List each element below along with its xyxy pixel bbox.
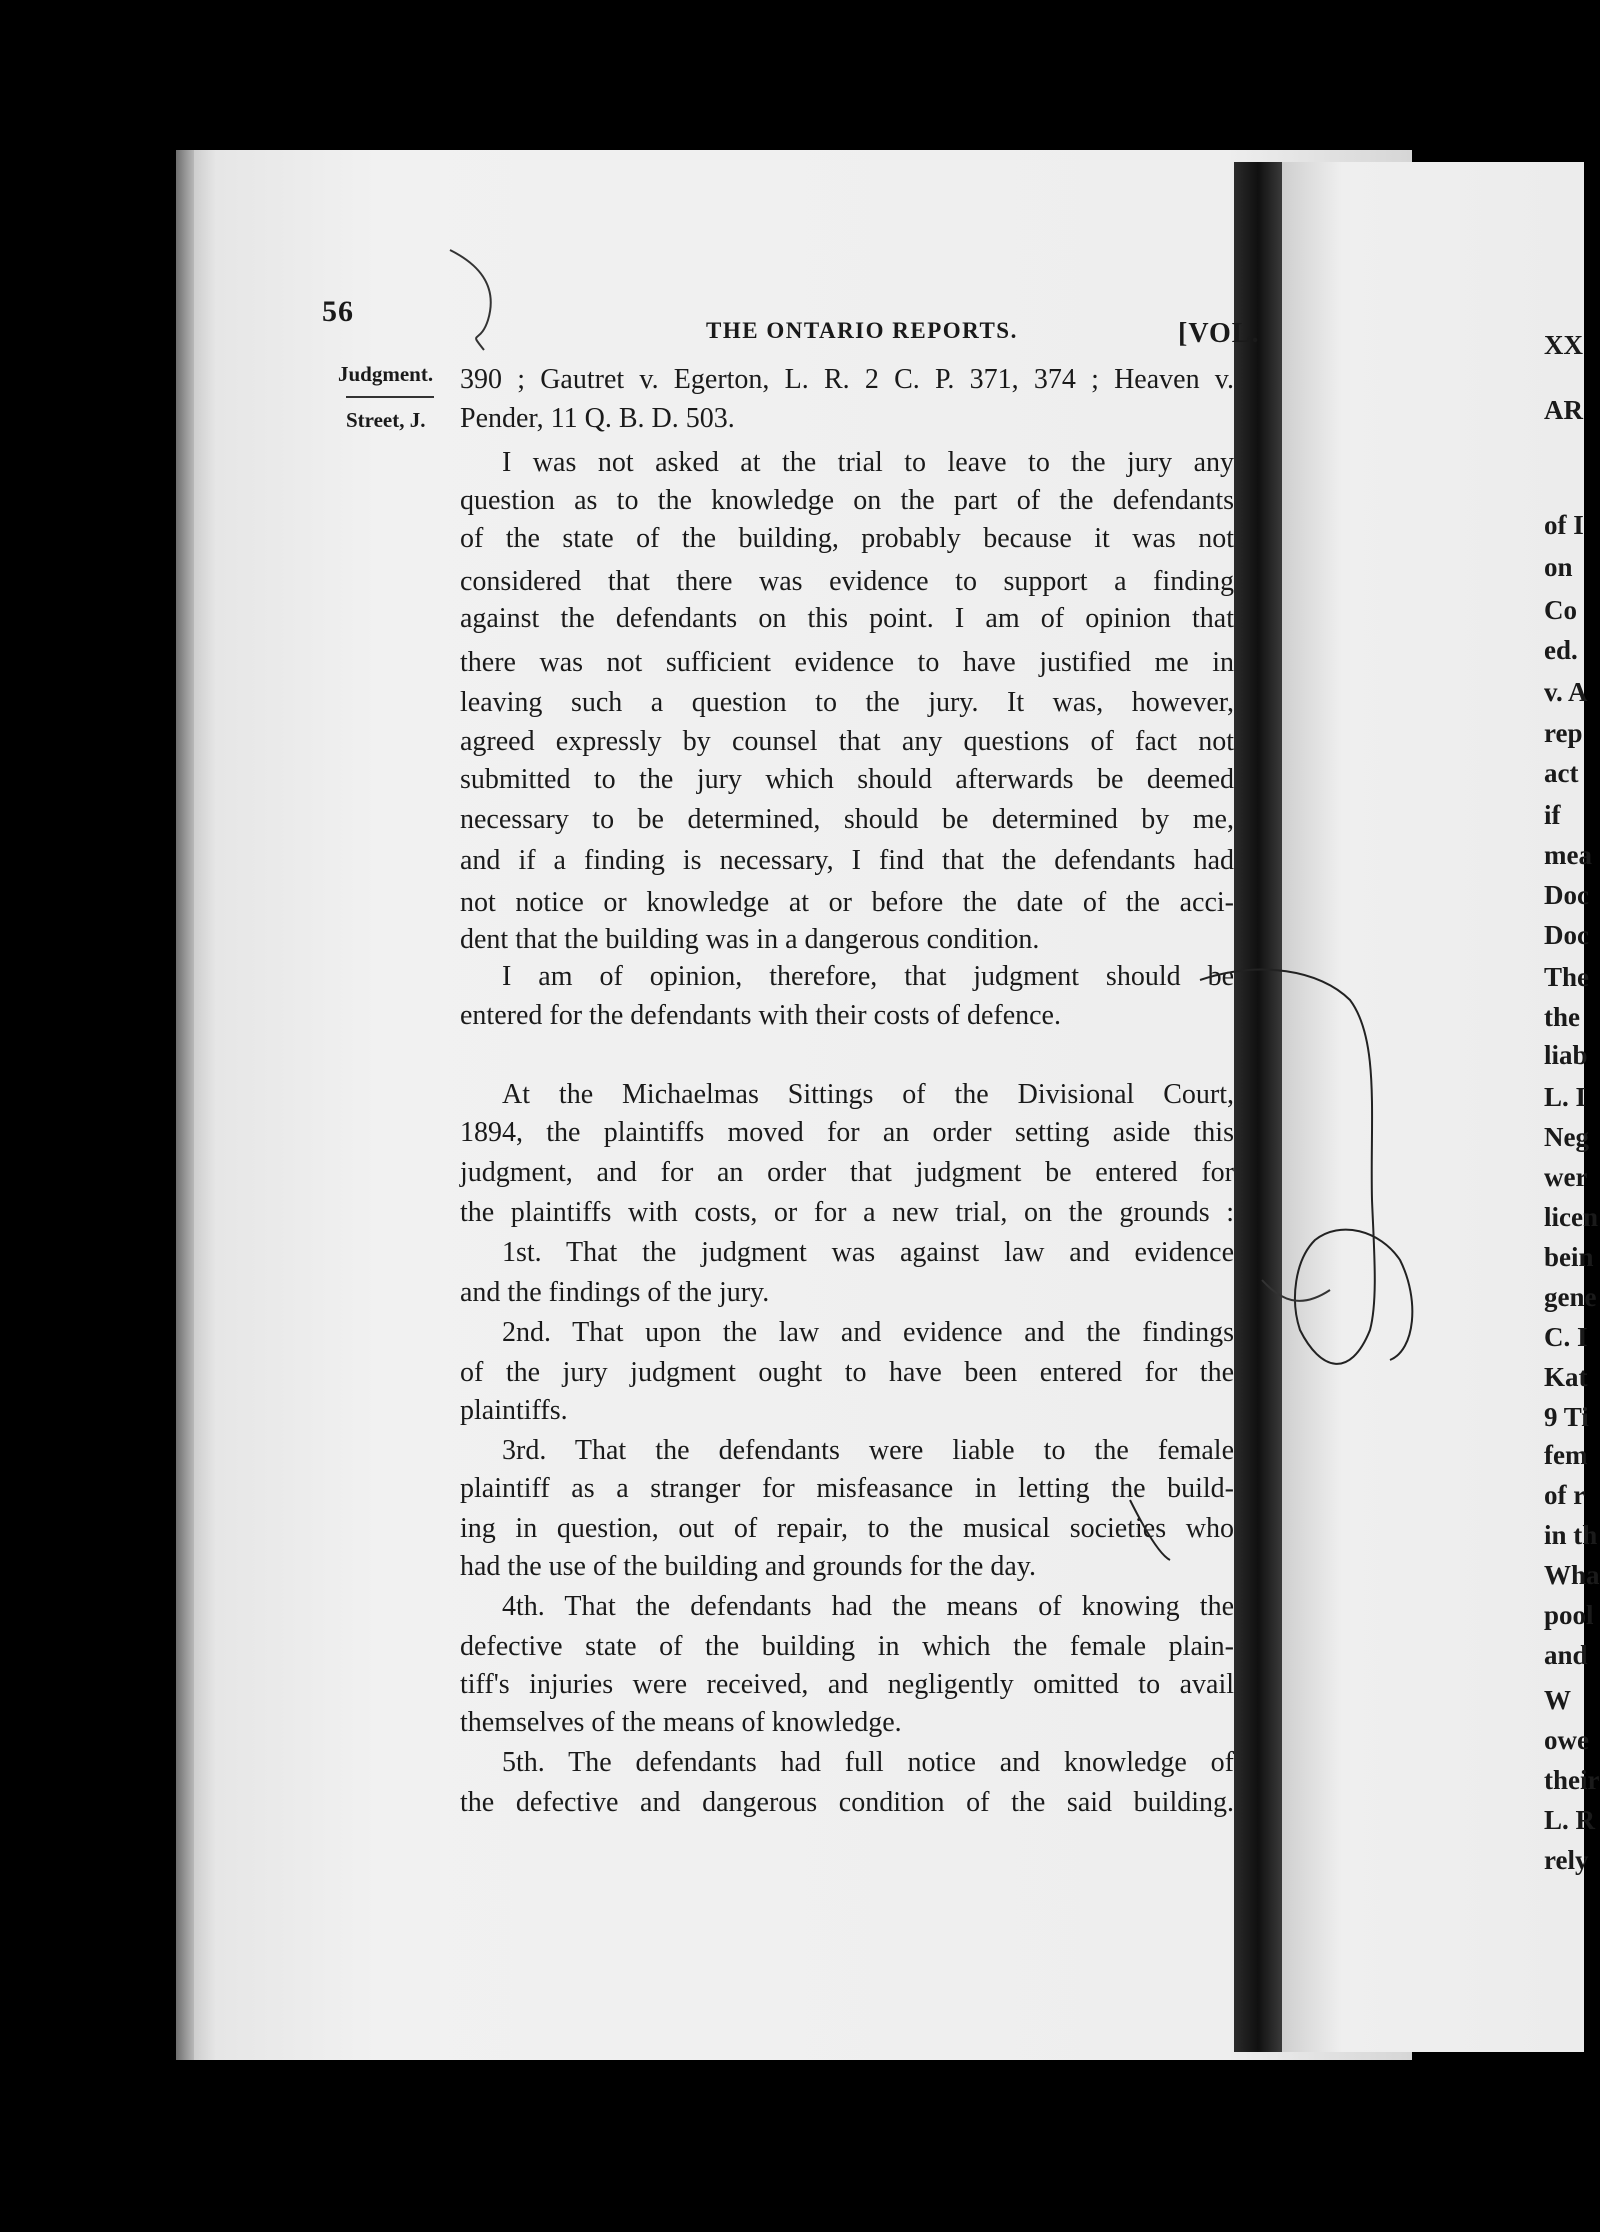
text-line: and the findings of the jury. (460, 1277, 770, 1308)
facing-page-fragment: W (1544, 1685, 1571, 1715)
text-line: the defective and dangerous condition of the said building. (460, 1787, 1234, 1818)
page-edge-shadow (176, 150, 194, 2060)
facing-page-fragment: wer (1544, 1162, 1588, 1192)
text-line: 390 ; Gautret v. Egerton, L. R. 2 C. P. 371, 374 ; Heaven v. (460, 364, 1234, 395)
text-line: ing in question, out of repair, to the musical societies who (460, 1513, 1234, 1544)
facing-page-fragment: and (1544, 1640, 1588, 1670)
text-line: agreed expressly by counsel that any questions of fact not (460, 726, 1234, 757)
facing-page-fragment: the (1544, 1002, 1580, 1032)
facing-page-fragment: Neg (1544, 1122, 1589, 1152)
facing-page-fragment: L. I (1544, 1082, 1587, 1112)
facing-page-fragment: rep (1544, 718, 1583, 748)
facing-page-fragment: Kat (1544, 1362, 1588, 1392)
text-line: I am of opinion, therefore, that judgment should be (502, 961, 1234, 992)
facing-page-fragment: of r (1544, 1480, 1586, 1510)
text-line: considered that there was evidence to support a finding (460, 566, 1234, 597)
facing-page-fragment: The (1544, 962, 1590, 992)
text-line: 4th. That the defendants had the means of knowing the (502, 1591, 1234, 1622)
text-line: and if a finding is necessary, I find that the defendants had (460, 845, 1234, 876)
text-line: defective state of the building in which the female plain- (460, 1631, 1234, 1662)
text-line: plaintiffs. (460, 1395, 568, 1426)
text-line: 1894, the plaintiffs moved for an order setting aside this (460, 1117, 1234, 1148)
text-line: necessary to be determined, should be determined by me, (460, 804, 1234, 835)
facing-page-fragment: fem (1544, 1440, 1588, 1470)
facing-page-fragment: ed. (1544, 635, 1578, 665)
facing-page-fragment: pool (1544, 1600, 1594, 1630)
text-line: of the jury judgment ought to have been entered for the (460, 1357, 1234, 1388)
margin-note-rule (346, 396, 434, 398)
facing-page-fragment: on (1544, 552, 1573, 582)
book-gutter (1234, 162, 1282, 2052)
facing-page-fragment: bein (1544, 1242, 1594, 1272)
text-line: Pender, 11 Q. B. D. 503. (460, 403, 735, 434)
facing-page-fragment: of I (1544, 510, 1584, 540)
text-line: judgment, and for an order that judgment be entered for (460, 1157, 1234, 1188)
facing-page-fragment: in th (1544, 1520, 1598, 1550)
facing-page-fragment: AR (1544, 395, 1583, 425)
facing-page-fragment: Co (1544, 595, 1577, 625)
facing-page-fragment: C. I (1544, 1322, 1588, 1352)
facing-page-fragment: owe (1544, 1725, 1589, 1755)
text-line: I was not asked at the trial to leave to the jury any (502, 447, 1234, 478)
margin-note-judge: Street, J. (346, 408, 426, 432)
facing-page-fragment: gene (1544, 1282, 1597, 1312)
facing-page-fragment: 9 Ti (1544, 1402, 1589, 1432)
facing-page-fragment: Doc (1544, 880, 1589, 910)
facing-page-fragment: v. A (1544, 677, 1588, 707)
facing-page-fragment: if (1544, 800, 1561, 830)
page-number: 56 (322, 295, 354, 328)
text-line: tiff's injuries were received, and negligently omitted to avail (460, 1669, 1234, 1700)
text-line: 2nd. That upon the law and evidence and the findings (502, 1317, 1234, 1348)
facing-page-fragment: mea (1544, 840, 1592, 870)
text-line: the plaintiffs with costs, or for a new trial, on the grounds : (460, 1197, 1234, 1228)
facing-page-fragment: Doc (1544, 920, 1589, 950)
text-line: had the use of the building and grounds for the day. (460, 1551, 1036, 1582)
facing-page-fragment: act (1544, 758, 1579, 788)
facing-page (1282, 162, 1587, 2052)
text-line: plaintiff as a stranger for misfeasance in letting the build- (460, 1473, 1234, 1504)
facing-page-fragment: rely (1544, 1845, 1589, 1875)
text-line: submitted to the jury which should afterwards be deemed (460, 764, 1234, 795)
text-line: themselves of the means of knowledge. (460, 1707, 902, 1738)
facing-page-fragment: licen (1544, 1202, 1598, 1232)
text-line: entered for the defendants with their costs of defence. (460, 1000, 1061, 1031)
text-line: against the defendants on this point. I am of opinion that (460, 603, 1234, 634)
facing-page-fragment: liab (1544, 1040, 1588, 1070)
facing-page-fragment: XX (1544, 330, 1583, 360)
text-line: leaving such a question to the jury. It was, however, (460, 687, 1234, 718)
text-line: 5th. The defendants had full notice and knowledge of (502, 1747, 1234, 1778)
text-line: not notice or knowledge at or before the date of the acci- (460, 887, 1234, 918)
facing-page-fragment: L. R (1544, 1805, 1596, 1835)
text-line: 3rd. That the defendants were liable to the female (502, 1435, 1234, 1466)
facing-page-fragment: their (1544, 1765, 1600, 1795)
facing-page-fragment: Wha (1544, 1560, 1600, 1590)
text-line: 1st. That the judgment was against law and evidence (502, 1237, 1234, 1268)
running-title: THE ONTARIO REPORTS. (706, 318, 1018, 343)
text-line: there was not sufficient evidence to have justified me in (460, 647, 1234, 678)
text-line: of the state of the building, probably because it was not (460, 523, 1234, 554)
volume-marker: [VOL. (1178, 318, 1260, 349)
text-line: question as to the knowledge on the part of the defendants (460, 485, 1234, 516)
text-line: dent that the building was in a dangerous condition. (460, 924, 1040, 955)
text-line: At the Michaelmas Sittings of the Divisional Court, (502, 1079, 1234, 1110)
margin-note-judgment: Judgment. (338, 362, 434, 386)
